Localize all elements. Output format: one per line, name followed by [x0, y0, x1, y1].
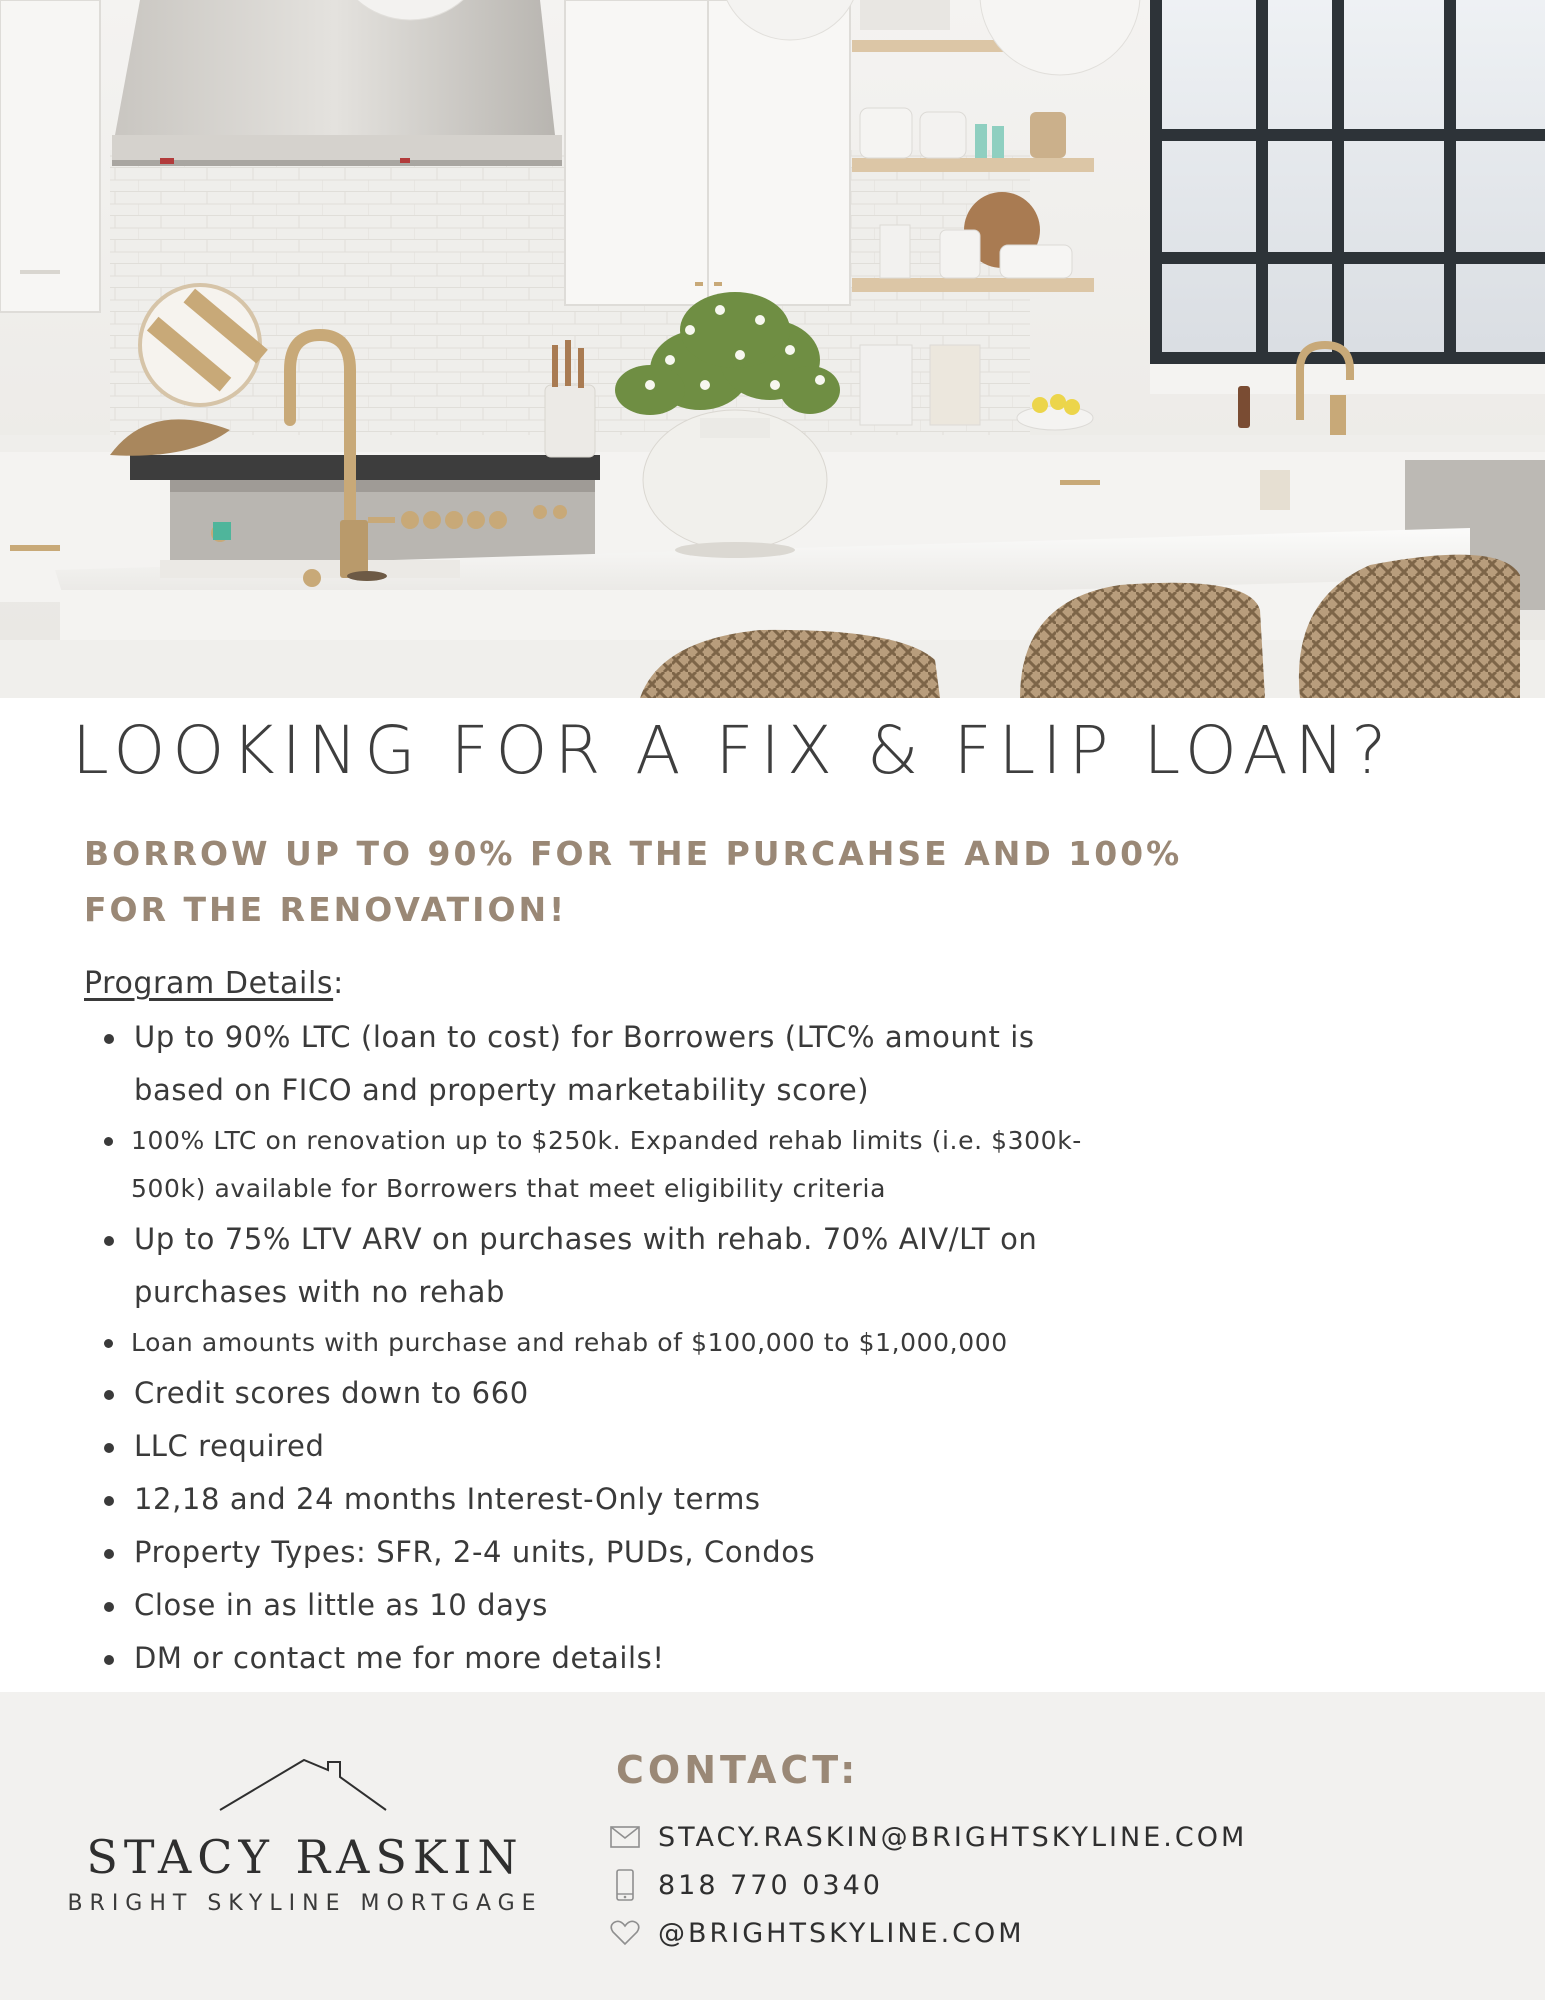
program-details-heading	[84, 962, 344, 1006]
contact-social[interactable]: @BRIGHTSKYLINE.COM	[658, 1917, 1025, 1949]
list-item: 100% LTC on renovation up to $250k. Expanded rehab limits (i.e. $300k-500k) available for Borrowers that meet eligibility criteria	[98, 1117, 1098, 1213]
contact-email[interactable]: STACY.RASKIN@BRIGHTSKYLINE.COM	[658, 1821, 1248, 1853]
hero-kitchen-image	[0, 0, 1545, 698]
list-item: DM or contact me for more details!	[98, 1632, 1098, 1685]
list-item: 12,18 and 24 months Interest-Only terms	[98, 1473, 1098, 1526]
brand-name: STACY RASKIN	[86, 1830, 524, 1884]
list-item: Property Types: SFR, 2-4 units, PUDs, Condos	[98, 1526, 1098, 1579]
program-details-label: Program Details	[84, 966, 334, 1001]
list-item: Credit scores down to 660	[98, 1367, 1098, 1420]
contact-phone-row[interactable]	[608, 1865, 883, 1905]
house-roof-logo	[218, 1756, 390, 1816]
brand-company: BRIGHT SKYLINE MORTGAGE	[67, 1891, 543, 1916]
program-details-list	[98, 1011, 1098, 1685]
headline: LOOKING FOR A FIX & FLIP LOAN?	[72, 712, 1394, 789]
program-details-colon: :	[333, 966, 344, 1001]
envelope-icon	[608, 1820, 642, 1854]
contact-heading: CONTACT:	[616, 1748, 860, 1792]
phone-icon	[608, 1868, 642, 1902]
list-item: Close in as little as 10 days	[98, 1579, 1098, 1632]
contact-email-row[interactable]	[608, 1817, 1247, 1857]
list-item: Up to 90% LTC (loan to cost) for Borrowers (LTC% amount is based on FICO and property marketability score)	[98, 1011, 1098, 1117]
contact-phone[interactable]: 818 770 0340	[658, 1869, 883, 1901]
list-item: Loan amounts with purchase and rehab of $100,000 to $1,000,000	[98, 1319, 1098, 1367]
contact-social-row[interactable]	[608, 1913, 1025, 1953]
subheadline: BORROW UP TO 90% FOR THE PURCAHSE AND 100% FOR THE RENOVATION!	[84, 834, 1183, 929]
list-item: Up to 75% LTV ARV on purchases with rehab. 70% AIV/LT on purchases with no rehab	[98, 1213, 1098, 1319]
heart-icon	[608, 1916, 642, 1950]
list-item: LLC required	[98, 1420, 1098, 1473]
